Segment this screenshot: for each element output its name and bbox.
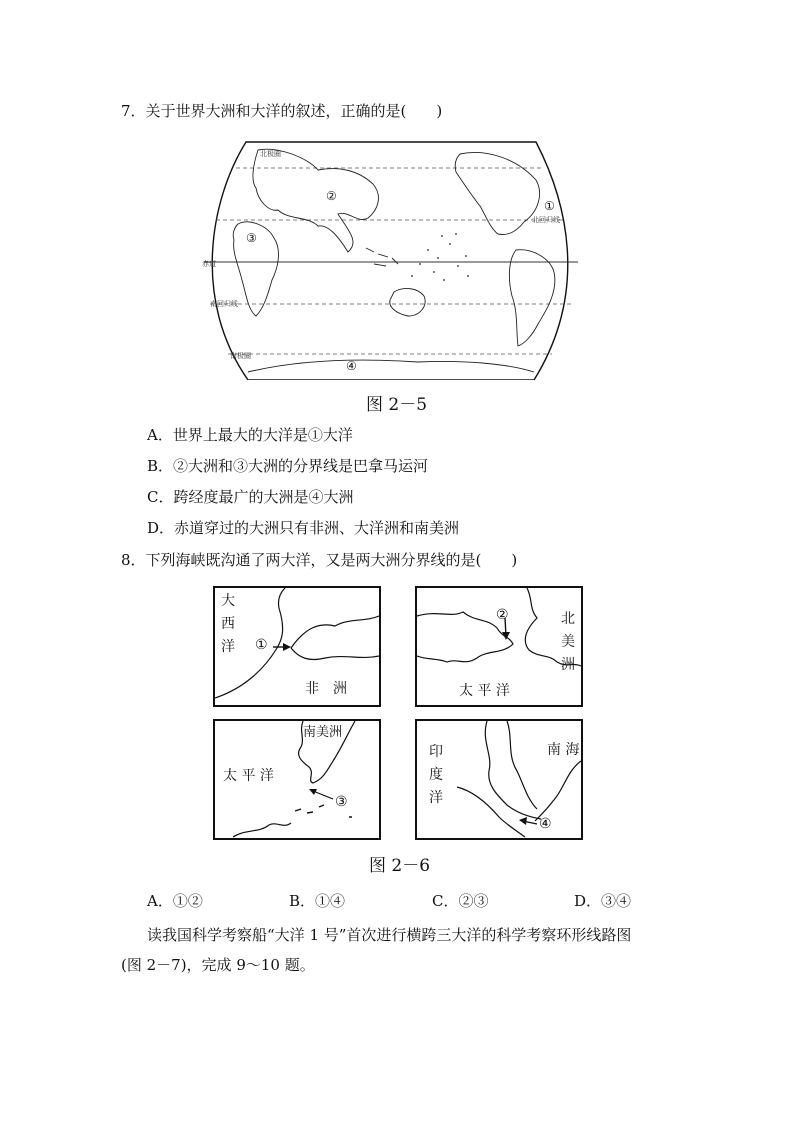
passage-line-1: 读我国科学考察船“大洋 1 号”首次进行横跨三大洋的科学考察环形线路图 (147, 926, 632, 944)
map-marker-4: ④ (346, 359, 357, 373)
panel1-ocean-char-3: 洋 (221, 639, 235, 655)
panel1-ocean-char-1: 大 (221, 593, 235, 609)
q8-option-d: D．③④ (574, 892, 632, 910)
figure-caption-2-5: 图 2－5 (366, 395, 428, 415)
q7-option-d: D．赤道穿过的大洲只有非洲、大洋洲和南美洲 (147, 519, 460, 537)
q8-option-a: A．①② (147, 892, 203, 910)
panel3-marker: ③ (335, 794, 348, 810)
panel3-ocean: 太 平 洋 (223, 768, 274, 784)
panel4-ocean-char-3: 洋 (429, 790, 443, 806)
panel1-land: 非 洲 (305, 681, 347, 697)
figure-caption-2-6: 图 2－6 (369, 856, 431, 876)
map-marker-2: ② (326, 189, 337, 203)
panel3-land: 南美洲 (303, 725, 343, 740)
map-label-antarctic-circle: 南极圈 (230, 352, 251, 360)
map-label-equator: 赤道 (202, 260, 216, 268)
panel4-marker: ④ (539, 816, 552, 832)
panel2-land-char-2: 美 (561, 634, 575, 650)
panel2-land-char-3: 洲 (561, 657, 575, 673)
map-outline (212, 142, 568, 380)
world-map (198, 140, 584, 380)
panel4-ocean-char-1: 印 (429, 744, 443, 760)
map-label-tropic-capricorn: 南回归线 (210, 300, 238, 308)
map-marker-1: ① (544, 199, 555, 213)
q8-option-b: B．①④ (289, 892, 346, 910)
map-label-tropic-cancer: 北回归线 (532, 216, 560, 224)
strait-panel-4 (415, 719, 583, 840)
panel2-marker: ② (496, 607, 509, 623)
map-label-arctic-circle: 北极圈 (260, 150, 281, 158)
q7-stem: 7．关于世界大洲和大洋的叙述，正确的是( ) (121, 102, 443, 120)
panel1-ocean-char-2: 西 (221, 616, 235, 632)
strait-panel-1 (213, 586, 381, 707)
strait-panel-2 (415, 586, 583, 707)
q7-option-a: A．世界上最大的大洋是①大洋 (147, 426, 353, 444)
q8-option-c: C．②③ (432, 892, 489, 910)
q7-option-c: C．跨经度最广的大洲是④大洲 (147, 488, 354, 506)
map-marker-3: ③ (246, 231, 257, 245)
panel4-ocean-char-2: 度 (429, 767, 443, 783)
q7-option-b: B．②大洲和③大洲的分界线是巴拿马运河 (147, 457, 429, 475)
strait-panel-3 (213, 719, 381, 840)
panel4-sea: 南 海 (547, 742, 580, 758)
panel1-marker: ① (255, 637, 268, 653)
panel2-ocean: 太 平 洋 (459, 683, 510, 699)
passage-line-2: (图 2－7)，完成 9～10 题。 (121, 956, 315, 974)
panel2-land-char-1: 北 (561, 611, 575, 627)
q8-stem: 8．下列海峡既沟通了两大洋，又是两大洲分界线的是( ) (121, 551, 518, 569)
